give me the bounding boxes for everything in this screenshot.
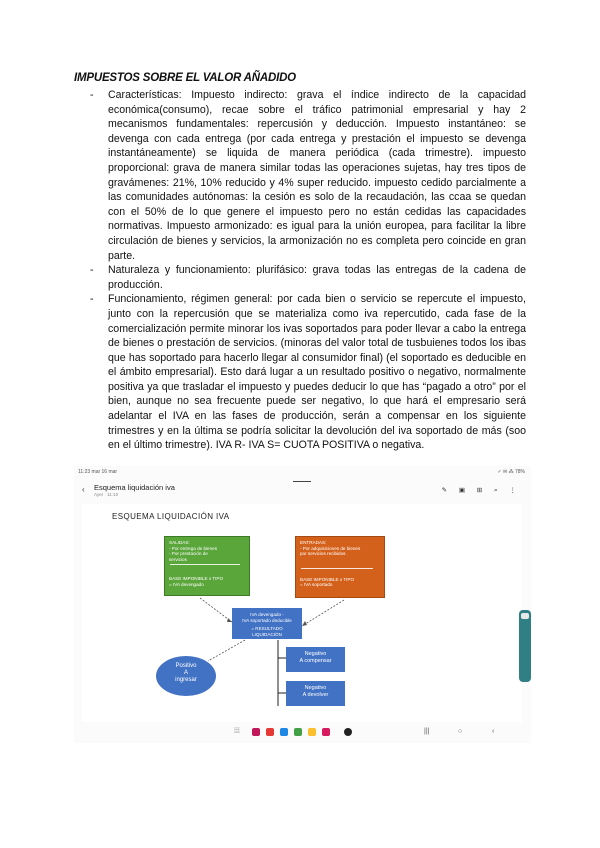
bullet-dash: - [90, 293, 94, 306]
positivo-line2: A [183, 670, 188, 676]
embedded-tablet-screenshot [74, 466, 531, 743]
resultado-line2: IVA soportado deducible [242, 617, 292, 623]
salidas-divider [170, 564, 240, 565]
arrowhead-orange [302, 621, 307, 626]
app-icon-3[interactable] [280, 728, 288, 736]
neg2-line1: Negativo [304, 685, 327, 691]
back-arrow-icon[interactable]: ‹ [82, 485, 85, 494]
bullet-item-naturaleza [90, 263, 526, 292]
app-icon-5[interactable] [308, 728, 316, 736]
note-subtitle: Ayer · 11:10 [94, 492, 119, 497]
diagram-title: ESQUEMA LIQUIDACIÓN IVA [112, 512, 230, 521]
app-icon-6[interactable] [322, 728, 330, 736]
app-icon-7[interactable] [344, 728, 352, 736]
arrow-orange-to-center [302, 600, 344, 626]
salidas-line2: - Por prestación de [169, 551, 208, 557]
salidas-foot2: = IVA devengado [169, 581, 204, 587]
app-icon-4[interactable] [294, 728, 302, 736]
bullet-text: Funcionamiento, régimen general: por cada bien o servicio se repercute el impuesto, junto con la repercusión que se materializa como iva repercutido, cada fase de la comercialización permite minorar los ivas soportados para poder llevar a cabo la entrega de bienes o prestación de servicios. (minoras del valor total de tusbuienes todos los ibas que has soportado para hacerlo llegar al consumidor final) (el soportado es deducible en el ámbito empresarial). Esto dará lugar a un resultado positivo o negativo, normalmente positiva ya que trasladar el impuesto y puedes deducir lo que has “pagado a otro” por el bien, aunque no sea frecuente puede ser negativo, lo que hará el empresario será adelantar el IVA en las fases de producción, serán a compensar en los siguiente trimestres y en la última se podría solicitar la devolución del iva soportado de más (soo en el último trimestre). IVA R- IVA S= CUOTA POSITIVA o negativa. [108, 293, 526, 452]
bullet-list [90, 88, 526, 453]
scroll-knob[interactable] [521, 613, 529, 619]
toolbar-icons[interactable]: ✎ ▣ ⊞ ⌕ ⋮ [441, 487, 521, 494]
salidas-head: SALIDAS: [169, 540, 190, 545]
entradas-box [295, 536, 385, 598]
taskbar [74, 724, 531, 743]
entradas-foot1: BASE IMPONIBLE x TIPO [300, 576, 355, 582]
salidas-box [164, 536, 250, 596]
entradas-foot2: = IVA soportado [300, 582, 333, 588]
app-icon-2[interactable] [266, 728, 274, 736]
bullet-text: Naturaleza y funcionamiento: plurifásico: grava todas las entregas de la cadena de producción. [108, 264, 526, 291]
app-icon-1[interactable] [252, 728, 260, 736]
iva-diagram [82, 504, 522, 722]
note-title: Esquema liquidación iva [94, 483, 175, 492]
entradas-divider [301, 568, 373, 569]
side-scrollbar[interactable] [519, 610, 531, 682]
entradas-line2: por servicios recibidos [300, 551, 346, 557]
status-time: 11:23 mar 16 mar [78, 469, 118, 475]
neg1-line1: Negativo [304, 651, 327, 657]
entradas-head: ENTRADAS: [300, 540, 327, 545]
negativo-compensar-box [286, 647, 345, 672]
arrow-green-to-center [200, 598, 232, 622]
salidas-foot1: BASE IMPONIBLE x TIPO [169, 576, 224, 582]
recents-icon[interactable]: ||| [424, 728, 430, 735]
entradas-line1: - Por adquisiciones de bienes [300, 545, 361, 551]
arrow-center-to-positive [208, 640, 245, 661]
back-nav-icon[interactable]: ‹ [492, 728, 495, 735]
resultado-line1: IVA devengado - [250, 612, 284, 617]
drag-handle[interactable] [293, 481, 311, 482]
bullet-dash: - [90, 264, 94, 277]
neg2-line2: A devolver [302, 692, 329, 698]
resultado-line3: = RESULTADO LIQUIDACIÓN [251, 626, 283, 637]
positivo-line1: Positivo [175, 663, 197, 669]
bullet-item-caracteristicas [90, 88, 526, 263]
neg1-line2: A compensar [299, 658, 332, 664]
apps-grid-icon[interactable]: ⁞⁞⁞ [234, 728, 240, 735]
salidas-line1: - Por entrega de bienes [169, 545, 218, 551]
status-bar [74, 466, 531, 478]
home-icon[interactable]: ○ [458, 728, 463, 735]
bullet-text: Características: Impuesto indirecto: grava el índice indirecto de la capacidad económica(consumo), recae sobre el tráfico patrimonial empresarial y hay 2 mecanismos fundamentales: repercusión y deducción. Impuesto instantáneo: se devenga con cada entrega (por cada entrega y prestación el impuesto se devenga instantáneamente) se liquida de manera periódica (cada trimestre). impuesto proporcional: grava de manera similar todas las operaciones sujetas, hay tres tipos de gravámenes: 21%, 10% reducido y 4% super reducido. impuesto cedido parcialmente a las comunidades autónomas: la cesión es solo de la recaudación, las ccaa se quedan con el 50% de lo que genere el impuesto pero no están cedidas las capacidades normativas. Impuesto armonizado: es igual para la unión europea, para facilitar la libre circulación de bienes y servicios, la armonización no es completa pero coincide en gran parte. [108, 89, 526, 262]
bullet-dash: - [90, 89, 94, 101]
positivo-circle [156, 656, 216, 696]
section-heading: IMPUESTOS SOBRE EL VALOR AÑADIDO [74, 72, 296, 84]
resultado-box [232, 608, 302, 639]
positivo-line3: ingresar [175, 677, 197, 683]
salidas-line3: servicios [169, 556, 187, 562]
negativo-devolver-box [286, 681, 345, 706]
bullet-item-funcionamiento [90, 292, 526, 453]
status-indicators: ✓ ✉ ⁂ 78% [497, 469, 525, 475]
